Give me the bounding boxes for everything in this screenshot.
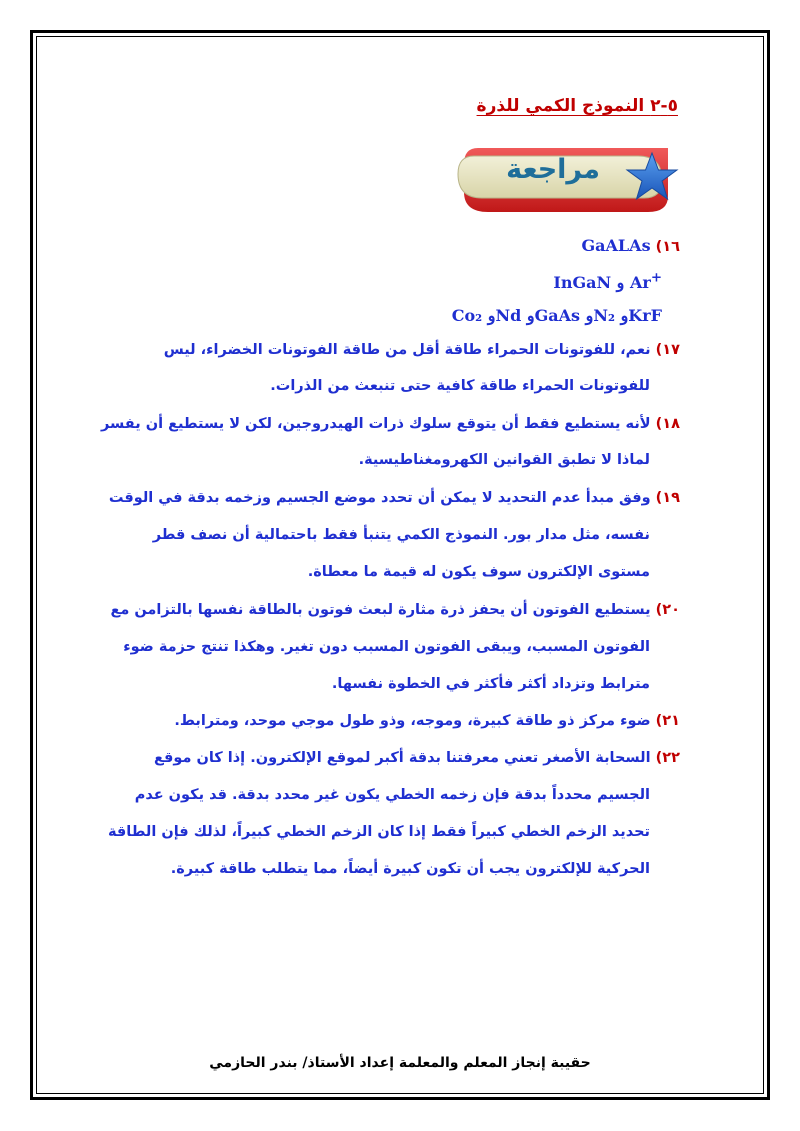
- answer-20-number: ٢٠): [655, 602, 680, 618]
- answer-16-formula-3: Co₂ وNd وGaAs وN₂ وKrF: [451, 306, 662, 325]
- review-banner: [448, 140, 684, 218]
- page-footer: حقيبة إنجاز المعلم والمعلمة إعداد الأستاذ/ بندر الحازمي: [209, 1055, 591, 1071]
- answer-22-line-3: تحديد الزخم الخطي كبيراً فقط إذا كان الزخم الخطي كبيراً، لذلك فإن الطاقة: [108, 824, 650, 840]
- answer-16-formula-2: [553, 270, 662, 293]
- formula-ingan: InGaN و: [553, 273, 625, 293]
- star-icon: [624, 150, 680, 206]
- formula-ar: Ar: [629, 273, 651, 293]
- section-title: ٥-٢ النموذج الكمي للذرة: [476, 96, 678, 116]
- answer-18-number: ١٨): [655, 416, 680, 432]
- answer-20-line-1: [110, 602, 680, 618]
- formula-ar-charge: +: [650, 270, 662, 286]
- answer-20-text-1: يستطيع الفوتون أن يحفز ذرة مثارة لبعث فوتون بالطاقة نفسها بالتزامن مع: [110, 602, 651, 618]
- answer-20-line-2: الفوتون المسبب، ويبقى الفوتون المسبب دون تغير. وهكذا تنتج حزمة ضوء: [123, 639, 650, 655]
- answer-19-line-2: نفسه، مثل مدار بور. النموذج الكمي يتنبأ فقط باحتمالية أن نصف قطر: [152, 527, 650, 543]
- answer-17-line-2: للفوتونات الحمراء طاقة كافية حتى تنبعث من الذرات.: [270, 378, 650, 394]
- answer-22-line-4: الحركية للإلكترون يجب أن تكون كبيرة أيضاً، مما يتطلب طاقة كبيرة.: [170, 861, 650, 877]
- answer-16-line-1: [581, 236, 680, 255]
- answer-22-text-1: السحابة الأصغر تعني معرفتنا بدقة أكبر لموقع الإلكترون. إذا كان موقع: [153, 750, 651, 766]
- answer-19-line-1: [109, 490, 680, 506]
- answer-22-number: ٢٢): [655, 750, 680, 766]
- answer-21-line-1: [174, 713, 680, 729]
- answer-19-text-1: وفق مبدأ عدم التحديد لا يمكن أن تحدد موضع الجسيم وزخمه بدقة في الوقت: [108, 490, 651, 506]
- answer-17-number: ١٧): [655, 342, 680, 358]
- answer-21-text-1: ضوء مركز ذو طاقة كبيرة، وموجه، وذو طول موجي موحد، ومترابط.: [174, 713, 651, 729]
- answer-17-line-1: [164, 342, 680, 358]
- answer-22-line-2: الجسيم محدداً بدقة فإن زخمه الخطي يكون غير محدد بدقة. قد يكون عدم: [134, 787, 650, 803]
- answer-18-line-1: [101, 416, 680, 432]
- answer-16-number: ١٦): [655, 239, 680, 255]
- answer-16-line-2: [553, 270, 662, 292]
- answer-16-formula: GaALAs: [581, 236, 651, 255]
- banner-label: مراجعة: [506, 154, 600, 185]
- answer-22-line-1: [154, 750, 680, 766]
- answer-19-line-3: مستوى الإلكترون سوف يكون له قيمة ما معطاة.: [307, 564, 650, 580]
- answer-19-number: ١٩): [655, 490, 680, 506]
- answer-16-line-3: [452, 306, 662, 325]
- answer-18-text-1: لأنه يستطيع فقط أن يتوقع سلوك ذرات الهيدروجين، لكن لا يستطيع أن يفسر: [101, 416, 651, 432]
- answer-21-number: ٢١): [655, 713, 680, 729]
- answer-17-text-1: نعم، للفوتونات الحمراء طاقة أقل من طاقة الفوتونات الخضراء، ليس: [163, 342, 651, 358]
- answer-20-line-3: مترابط وتزداد أكثر فأكثر في الخطوة نفسها.: [331, 676, 650, 692]
- answer-18-line-2: لماذا لا تطبق القوانين الكهرومغناطيسية.: [358, 452, 650, 468]
